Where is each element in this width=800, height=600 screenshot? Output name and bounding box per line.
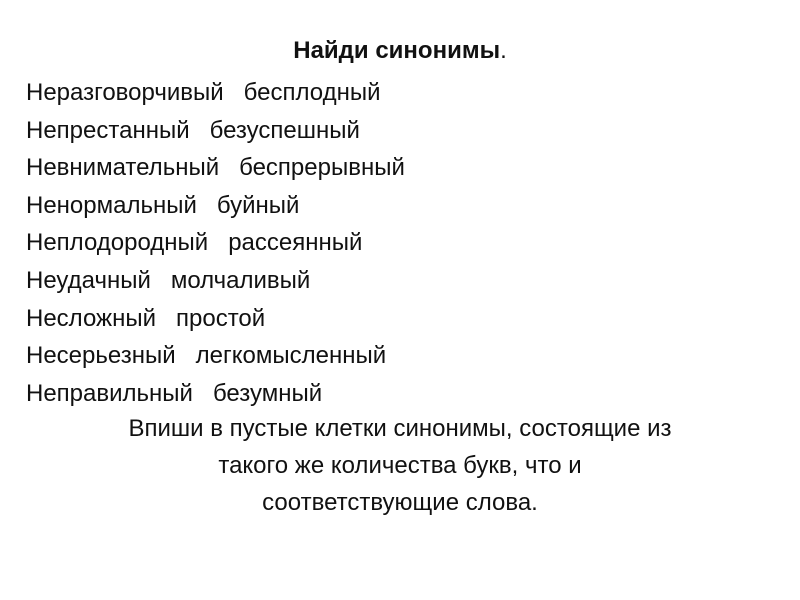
word-left: Неразговорчивый	[26, 79, 224, 106]
word-pair	[26, 262, 405, 300]
word-pair	[26, 224, 405, 262]
word-right: простой	[176, 304, 266, 332]
slide-title	[0, 36, 800, 66]
word-right: бесплодный	[243, 79, 381, 106]
word-pair	[26, 375, 405, 413]
word-pair	[26, 187, 405, 225]
instruction-text	[0, 410, 780, 521]
word-pairs-list	[26, 74, 405, 412]
word-right: безуспешный	[209, 116, 360, 144]
word-pair	[26, 74, 405, 112]
word-left: Непрестанный	[26, 116, 190, 144]
word-left: Несложный	[26, 304, 156, 332]
instruction-line: такого же количества букв, что и	[218, 452, 582, 479]
word-right: легкомысленный	[195, 342, 387, 370]
word-left: Ненормальный	[26, 191, 197, 219]
slide-title-period: .	[500, 37, 507, 64]
word-right: рассеянный	[228, 229, 363, 257]
word-right: буйный	[216, 191, 300, 219]
instruction-line: Впиши в пустые клетки синонимы, состоящие из	[128, 415, 672, 442]
word-pair	[26, 337, 405, 375]
word-left: Неудачный	[26, 266, 151, 294]
word-right: беспрерывный	[239, 154, 405, 182]
instruction-line: соответствующие слова.	[262, 489, 538, 516]
word-pair	[26, 300, 405, 338]
word-pair	[26, 112, 405, 150]
word-left: Невнимательный	[26, 154, 220, 182]
word-left: Неправильный	[26, 379, 193, 407]
word-left: Неплодородный	[26, 229, 209, 257]
word-left: Несерьезный	[26, 342, 176, 370]
word-right: молчаливый	[170, 266, 311, 294]
slide-title-text: Найди синонимы	[293, 37, 501, 64]
word-right: безумный	[212, 379, 323, 407]
word-pair	[26, 149, 405, 187]
